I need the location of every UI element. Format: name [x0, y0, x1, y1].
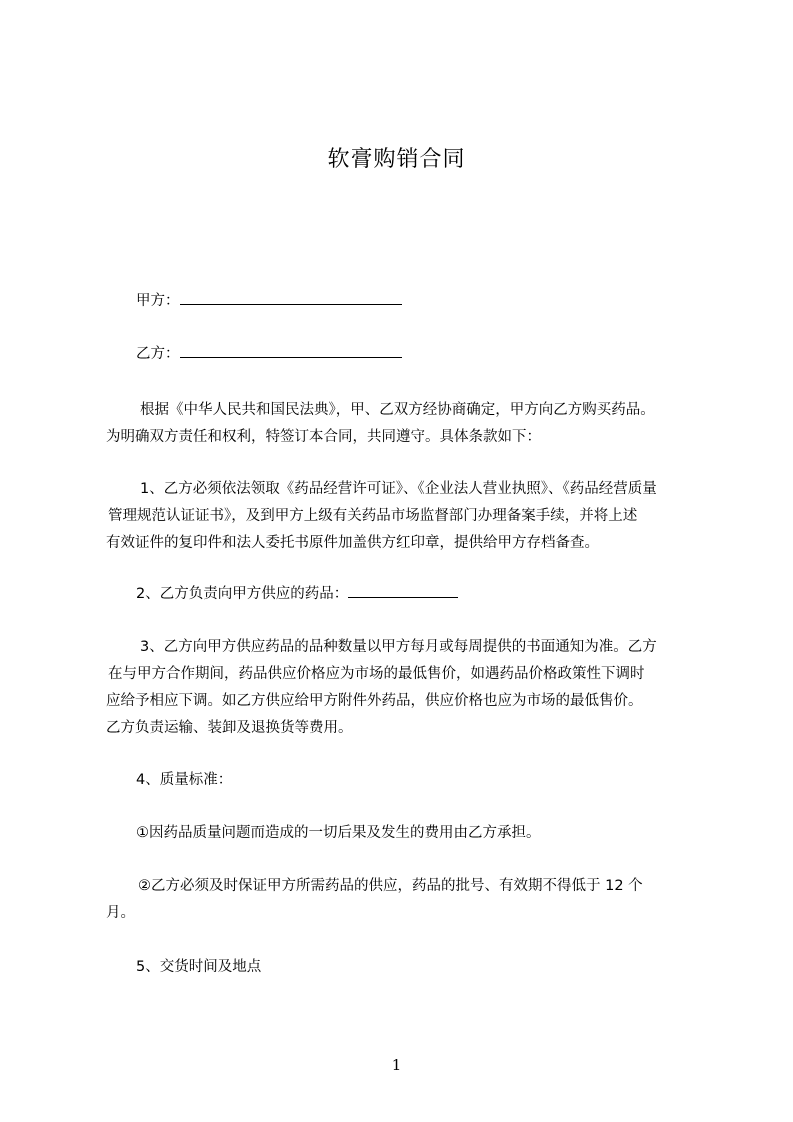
- clause-2-blank[interactable]: [348, 584, 458, 598]
- party-a-label: 甲方：: [136, 293, 180, 309]
- clause-4-item-1: ①因药品质量问题而造成的一切后果及发生的费用由乙方承担。: [136, 825, 541, 841]
- clause-4-heading: 4、质量标准：: [136, 772, 233, 788]
- party-b-label: 乙方：: [136, 346, 180, 362]
- document-title: 软膏购销合同: [327, 147, 466, 172]
- preamble-line: 为明确双方责任和权利，特签订本合同，共同遵守。具体条款如下：: [106, 429, 541, 445]
- preamble-line: 根据《中华人民共和国民法典》，甲、乙双方经协商确定，甲方向乙方购买药品。: [140, 402, 655, 418]
- clause-3-line: 在与甲方合作期间，药品供应价格应为市场的最低售价，如遇药品价格政策性下调时: [108, 666, 645, 682]
- clause-2-line: [136, 584, 458, 604]
- clause-1-line: 管理规范认证证书》，及到甲方上级有关药品市场监督部门办理备案手续，并将上述: [108, 508, 638, 524]
- clause-1-line: 1、乙方必须依法领取《药品经营许可证》、《企业法人营业执照》、《药品经营质量: [140, 481, 657, 497]
- party-a-line: [136, 291, 402, 311]
- clause-4-item-2-line: 月。: [106, 905, 135, 921]
- clause-2-label: 2、乙方负责向甲方供应的药品：: [136, 586, 349, 602]
- clause-3-line: 乙方负责运输、装卸及退换货等费用。: [106, 720, 353, 736]
- clause-3-line: 3、乙方向甲方供应药品的品种数量以甲方每月或每周提供的书面通知为准。乙方: [140, 639, 657, 655]
- clause-5-heading: 5、交货时间及地点: [136, 959, 262, 975]
- party-b-line: [136, 344, 402, 364]
- clause-1-line: 有效证件的复印件和法人委托书原件加盖供方红印章，提供给甲方存档备查。: [106, 535, 599, 551]
- page-number: 1: [391, 1056, 402, 1074]
- party-a-blank[interactable]: [180, 291, 402, 305]
- party-b-blank[interactable]: [180, 344, 402, 358]
- clause-4-item-2-line: ②乙方必须及时保证甲方所需药品的供应，药品的批号、有效期不得低于 12 个: [138, 878, 643, 894]
- clause-3-line: 应给予相应下调。如乙方供应给甲方附件外药品，供应价格也应为市场的最低售价。: [106, 693, 643, 709]
